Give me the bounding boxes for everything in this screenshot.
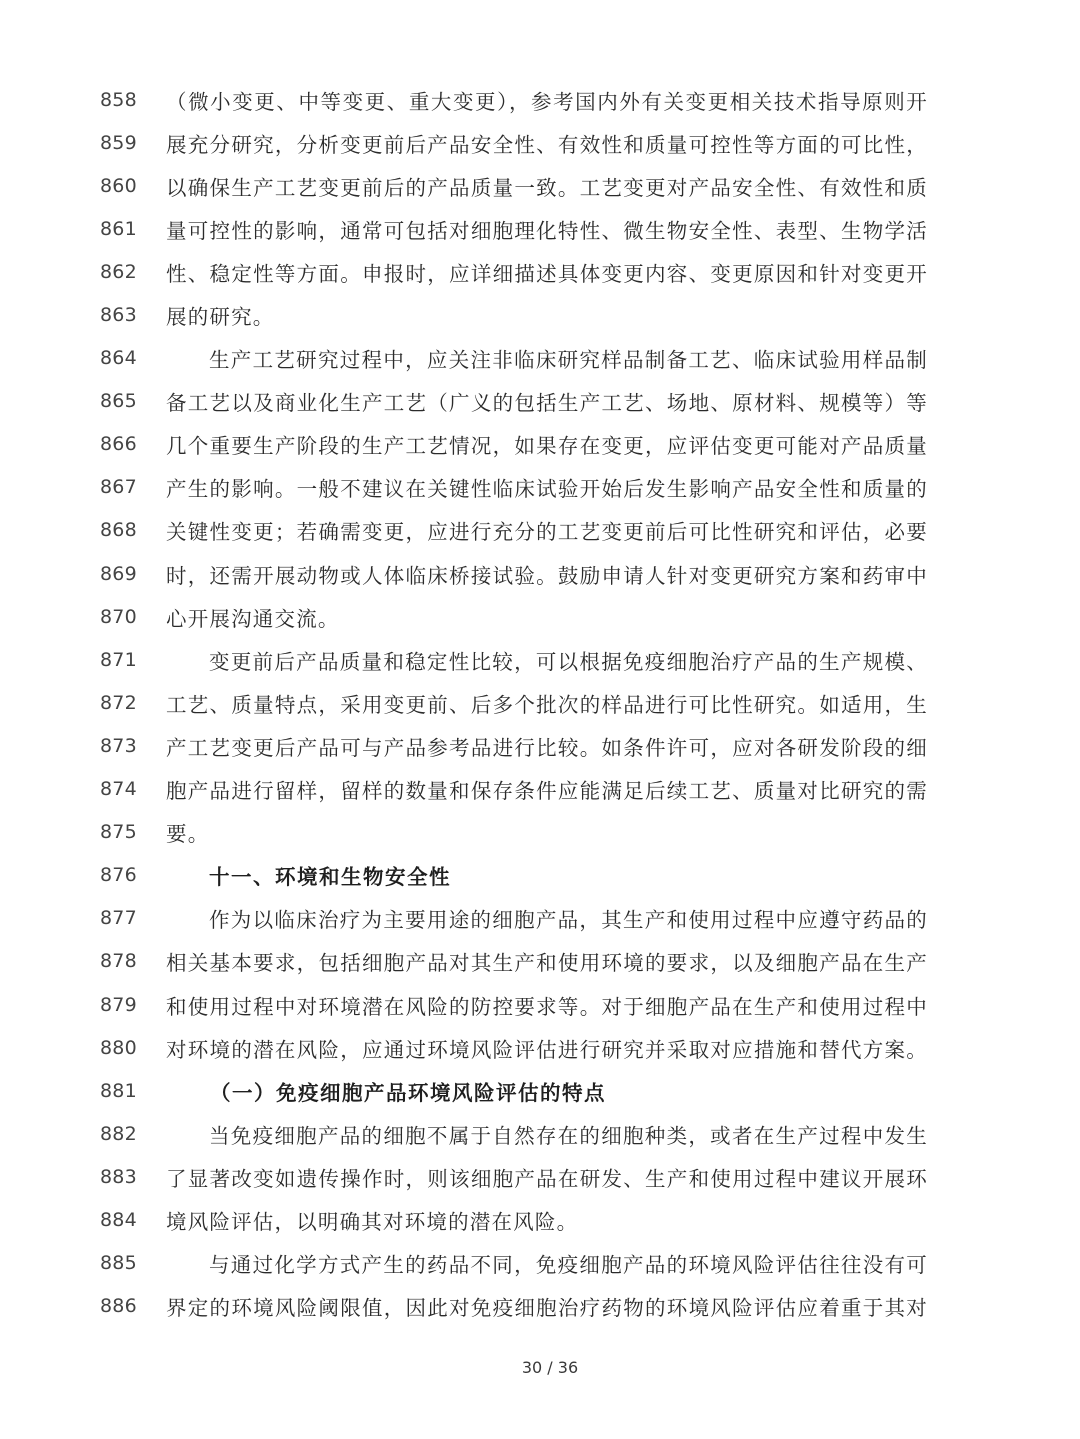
document-line (0, 423, 1080, 466)
line-number: 874 (100, 778, 137, 801)
line-text: 与通过化学方式产生的药品不同，免疫细胞产品的环境风险评估往往没有可 (209, 1253, 928, 1278)
line-text: 产工艺变更后产品可与产品参考品进行比较。如条件许可，应对各研发阶段的细 (166, 735, 928, 760)
line-number: 880 (100, 1036, 137, 1059)
line-number: 869 (100, 562, 137, 585)
line-text: 境风险评估，以明确其对环境的潜在风险。 (166, 1209, 579, 1234)
document-line (0, 293, 1080, 336)
line-text: 展充分研究，分析变更前后产品安全性、有效性和质量可控性等方面的可比性， (166, 132, 928, 157)
line-text: 展的研究。 (166, 305, 275, 330)
line-number: 875 (100, 821, 137, 844)
line-text: 心开展沟通交流。 (166, 606, 340, 631)
document-line (0, 509, 1080, 552)
document-line (0, 681, 1080, 724)
document-body (0, 78, 1080, 1328)
line-number: 867 (100, 476, 137, 499)
line-number: 862 (100, 260, 137, 283)
line-number: 876 (100, 864, 137, 887)
line-number: 868 (100, 519, 137, 542)
document-line (0, 1155, 1080, 1198)
line-number: 885 (100, 1252, 137, 1275)
document-line (0, 1198, 1080, 1241)
line-text: 时，还需开展动物或人体临床桥接试验。鼓励申请人针对变更研究方案和药审中 (166, 563, 928, 588)
line-text: 工艺、质量特点，采用变更前、后多个批次的样品进行可比性研究。如适用，生 (166, 692, 928, 717)
line-number: 859 (100, 131, 137, 154)
document-line (0, 250, 1080, 293)
line-number: 871 (100, 648, 137, 671)
line-number: 882 (100, 1122, 137, 1145)
line-number: 870 (100, 605, 137, 628)
line-number: 877 (100, 907, 137, 930)
document-line (0, 897, 1080, 940)
line-text: 备工艺以及商业化生产工艺（广义的包括生产工艺、场地、原材料、规模等）等 (166, 391, 928, 416)
line-number: 864 (100, 347, 137, 370)
document-line (0, 1242, 1080, 1285)
line-text: 胞产品进行留样，留样的数量和保存条件应能满足后续工艺、质量对比研究的需 (166, 779, 928, 804)
section-heading: 十一、环境和生物安全性 (209, 865, 451, 890)
line-text: 相关基本要求，包括细胞产品对其生产和使用环境的要求，以及细胞产品在生产 (166, 951, 928, 976)
line-text: 当免疫细胞产品的细胞不属于自然存在的细胞种类，或者在生产过程中发生 (209, 1123, 928, 1148)
line-number: 883 (100, 1165, 137, 1188)
document-line (0, 552, 1080, 595)
document-line (0, 207, 1080, 250)
line-number: 873 (100, 734, 137, 757)
line-number: 884 (100, 1208, 137, 1231)
document-line (0, 1285, 1080, 1328)
line-text: 量可控性的影响，通常可包括对细胞理化特性、微生物安全性、表型、生物学活 (166, 218, 928, 243)
document-line (0, 1026, 1080, 1069)
line-text: 对环境的潜在风险，应通过环境风险评估进行研究并采取对应措施和替代方案。 (166, 1037, 928, 1062)
line-number: 886 (100, 1295, 137, 1318)
document-line (0, 164, 1080, 207)
document-line (0, 380, 1080, 423)
line-text: 了显著改变如遗传操作时，则该细胞产品在研发、生产和使用过程中建议开展环 (166, 1166, 928, 1191)
line-text: 界定的环境风险阈限值，因此对免疫细胞治疗药物的环境风险评估应着重于其对 (166, 1296, 928, 1321)
page-number: 30 / 36 (521, 1358, 579, 1377)
line-text: 以确保生产工艺变更前后的产品质量一致。工艺变更对产品安全性、有效性和质 (166, 175, 928, 200)
line-number: 861 (100, 217, 137, 240)
line-text: 性、稳定性等方面。申报时，应详细描述具体变更内容、变更原因和针对变更开 (166, 261, 928, 286)
document-line (0, 724, 1080, 767)
line-text: 几个重要生产阶段的生产工艺情况，如果存在变更，应评估变更可能对产品质量 (166, 434, 928, 459)
subsection-heading: （一）免疫细胞产品环境风险评估的特点 (210, 1080, 606, 1105)
document-line (0, 595, 1080, 638)
document-line (0, 768, 1080, 811)
line-number: 860 (100, 174, 137, 197)
document-line (0, 983, 1080, 1026)
line-number: 865 (100, 390, 137, 413)
line-number: 872 (100, 691, 137, 714)
document-line (0, 1069, 1080, 1112)
line-text: 关键性变更；若确需变更，应进行充分的工艺变更前后可比性研究和评估，必要 (166, 520, 928, 545)
line-text: 要。 (166, 822, 210, 847)
line-number: 881 (100, 1079, 137, 1102)
document-line (0, 854, 1080, 897)
line-text: 和使用过程中对环境潜在风险的防控要求等。对于细胞产品在生产和使用过程中 (166, 994, 928, 1019)
document-line (0, 811, 1080, 854)
line-number: 866 (100, 433, 137, 456)
line-number: 879 (100, 993, 137, 1016)
line-number: 858 (100, 88, 137, 111)
document-line (0, 78, 1080, 121)
line-text: 生产工艺研究过程中，应关注非临床研究样品制备工艺、临床试验用样品制 (209, 348, 928, 373)
document-line (0, 638, 1080, 681)
line-text: 变更前后产品质量和稳定性比较，可以根据免疫细胞治疗产品的生产规模、 (209, 649, 928, 674)
document-line (0, 940, 1080, 983)
line-number: 878 (100, 950, 137, 973)
line-number: 863 (100, 304, 137, 327)
document-line (0, 337, 1080, 380)
line-text: 产生的影响。一般不建议在关键性临床试验开始后发生影响产品安全性和质量的 (166, 477, 928, 502)
line-text: （微小变更、中等变更、重大变更），参考国内外有关变更相关技术指导原则开 (166, 89, 928, 114)
document-line (0, 1112, 1080, 1155)
document-line (0, 466, 1080, 509)
line-text: 作为以临床治疗为主要用途的细胞产品，其生产和使用过程中应遵守药品的 (209, 908, 928, 933)
document-line (0, 121, 1080, 164)
